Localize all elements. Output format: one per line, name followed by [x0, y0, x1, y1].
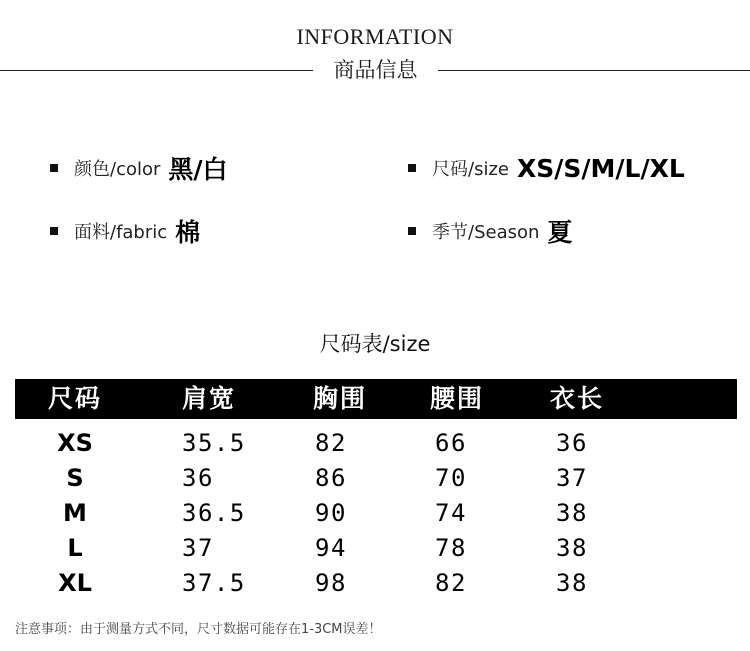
header-size: 尺码 [48, 384, 103, 413]
chest-cell: 82 [315, 429, 347, 457]
chest-cell: 90 [315, 499, 347, 527]
square-bullet-icon [408, 164, 416, 172]
size-label: 尺码/size [432, 159, 509, 180]
shoulder-cell: 37 [182, 534, 214, 562]
product-info-title: 商品信息 [333, 58, 418, 82]
fabric-value: 棉 [175, 218, 201, 247]
waist-cell: 66 [435, 429, 467, 457]
fabric-label: 面料/fabric [74, 222, 168, 243]
info-item-fabric [50, 213, 200, 249]
chest-cell: 86 [315, 464, 347, 492]
section-heading [0, 54, 750, 86]
info-item-size [408, 150, 685, 186]
shoulder-cell: 37.5 [182, 569, 246, 597]
table-row [15, 496, 737, 531]
square-bullet-icon [50, 164, 58, 172]
header-shoulder: 肩宽 [182, 384, 237, 413]
season-label: 季节/Season [432, 222, 540, 243]
table-row [15, 426, 737, 461]
waist-cell: 70 [435, 464, 467, 492]
measurement-note: 注意事项：由于测量方式不同，尺寸数据可能存在1-3CM误差！ [15, 622, 382, 637]
square-bullet-icon [408, 227, 416, 235]
length-cell: 38 [556, 499, 588, 527]
length-cell: 38 [556, 534, 588, 562]
color-value: 黑/白 [168, 155, 228, 184]
size-value: XS/S/M/L/XL [516, 153, 685, 183]
length-cell: 37 [556, 464, 588, 492]
chest-cell: 98 [315, 569, 347, 597]
shoulder-cell: 35.5 [182, 429, 246, 457]
size-cell: M [63, 499, 87, 527]
header-chest: 胸围 [313, 384, 368, 413]
divider-line-left [0, 70, 313, 71]
size-table-header [15, 379, 737, 419]
waist-cell: 74 [435, 499, 467, 527]
table-row [15, 461, 737, 496]
table-row [15, 531, 737, 566]
header-waist: 腰围 [430, 384, 485, 413]
shoulder-cell: 36 [182, 464, 214, 492]
waist-cell: 78 [435, 534, 467, 562]
info-item-color [50, 150, 228, 186]
length-cell: 36 [556, 429, 588, 457]
color-label: 颜色/color [74, 159, 161, 180]
shoulder-cell: 36.5 [182, 499, 246, 527]
size-cell: XL [58, 569, 92, 597]
size-table-body [15, 426, 737, 601]
divider-line-right [438, 70, 750, 71]
length-cell: 38 [556, 569, 588, 597]
size-cell: XS [57, 429, 93, 457]
square-bullet-icon [50, 227, 58, 235]
header-length: 衣长 [550, 384, 605, 413]
season-value: 夏 [547, 218, 573, 247]
size-cell: S [66, 464, 84, 492]
info-item-season [408, 213, 572, 249]
size-table-title: 尺码表/size [319, 332, 431, 356]
information-title: INFORMATION [296, 24, 454, 49]
table-row [15, 566, 737, 601]
chest-cell: 94 [315, 534, 347, 562]
waist-cell: 82 [435, 569, 467, 597]
size-cell: L [67, 534, 83, 562]
